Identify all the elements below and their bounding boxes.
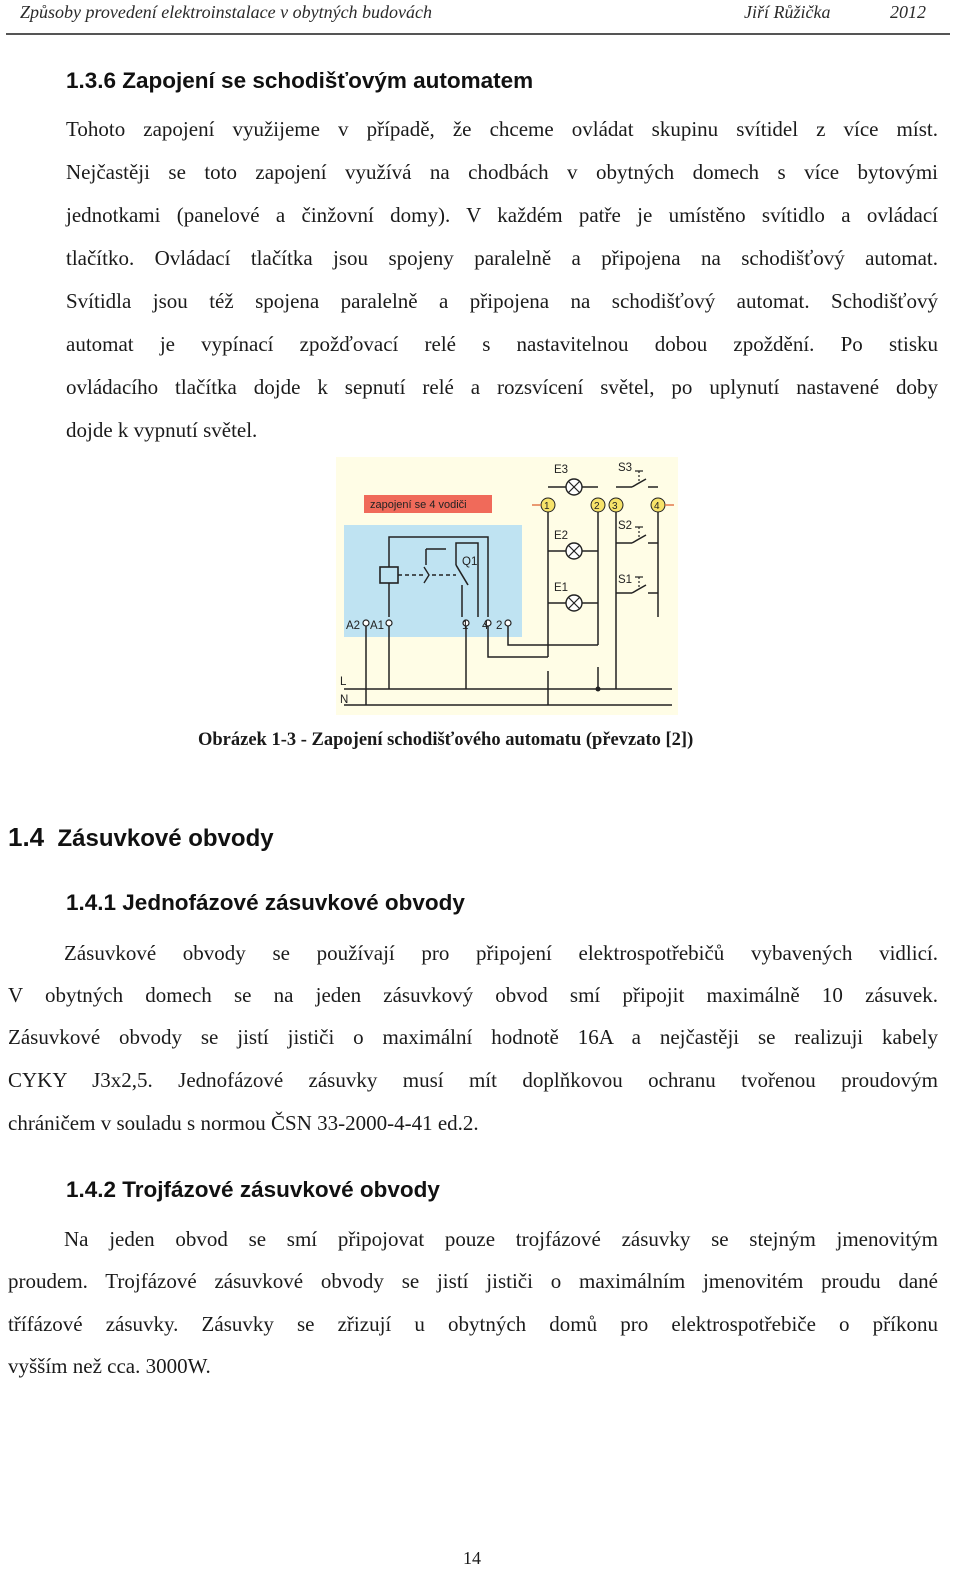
svg-text:S3: S3 (618, 462, 633, 474)
paragraph-line: chráničem v souladu s normou ČSN 33-2000-4-41 ed.2. (8, 1111, 479, 1135)
wire-number: 1 (544, 501, 550, 512)
paragraph-line: automat je vypínací zpožďovací relé s nastavitelnou dobou zpoždění. Po stisku (66, 332, 938, 356)
paragraph-line: třífázové zásuvky. Zásuvky se zřizují u obytných domů pro elektrospotřebiče o příkonu (8, 1312, 938, 1336)
paragraph-line: vyšším než cca. 3000W. (8, 1354, 211, 1378)
terminal-label: 1 (462, 620, 469, 632)
terminal-label: 2 (496, 620, 503, 632)
paragraph-line: Nejčastěji se toto zapojení využívá na chodbách v obytných domech s více bytovými (66, 160, 938, 184)
terminal-label: A2 (346, 620, 361, 632)
paragraph-line: V obytných domech se na jeden zásuvkový obvod smí připojit maximálně 10 zásuvek. (8, 983, 938, 1007)
switch-S1 (616, 574, 658, 593)
paragraph-line: proudem. Trojfázové zásuvkové obvody se jistí jističi o maximálním jmenovitém proudu dané (8, 1269, 938, 1293)
paragraph-line: Zásuvkové obvody se jistí jističi o maximální hodnotě 16A a nejčastěji se realizuji kabely (8, 1025, 938, 1049)
header-title: Způsoby provedení elektroinstalace v obytných budovách (20, 2, 433, 22)
section-heading-1-4 (8, 822, 274, 853)
paragraph-line: Tohoto zapojení využijeme v případě, že chceme ovládat skupinu svítidel z více míst. (66, 117, 938, 141)
svg-text:E2: E2 (554, 530, 569, 542)
relay-contact-label: Q1 (462, 556, 478, 568)
line-label-L: L (340, 676, 347, 688)
section-heading-1-3-6: 1.3.6 Zapojení se schodišťovým automatem (66, 68, 534, 93)
banner-label: zapojení se 4 vodiči (370, 499, 467, 511)
section-title: Zásuvkové obvody (57, 825, 274, 852)
page-number: 14 (463, 1548, 481, 1568)
svg-text:S1: S1 (618, 574, 633, 586)
line-label-N: N (340, 694, 349, 706)
lamp-E3 (548, 464, 598, 495)
header-rule (6, 33, 950, 35)
lamp-E2 (548, 530, 598, 559)
section-heading-1-4-2: 1.4.2 Trojfázové zásuvkové obvody (66, 1177, 440, 1202)
paragraph-line: CYKY J3x2,5. Jednofázové zásuvky musí mít doplňkovou ochranu tvořenou proudovým (8, 1068, 938, 1092)
switch-S3 (616, 462, 658, 487)
terminal-label: 4 (482, 620, 489, 632)
paragraph-line: Zásuvkové obvody se používají pro připojení elektrospotřebičů vybavených vidlicí. (64, 941, 938, 965)
section-heading-1-4-1: 1.4.1 Jednofázové zásuvkové obvody (66, 890, 465, 915)
paragraph-line: Na jeden obvod se smí připojovat pouze trojfázové zásuvky se stejným jmenovitým (64, 1227, 938, 1251)
wire-number: 4 (654, 501, 660, 512)
figure-caption: Obrázek 1-3 - Zapojení schodišťového automatu (převzato [2]) (198, 730, 694, 750)
svg-text:S2: S2 (618, 520, 633, 532)
paragraph-line: dojde k vypnutí světel. (66, 418, 258, 442)
paragraph-line: Svítidla jsou též spojena paralelně a připojena na schodišťový automat. Schodišťový (66, 289, 938, 313)
switch-S2 (616, 520, 658, 543)
terminal-label: A1 (370, 620, 385, 632)
wire-number: 2 (594, 501, 600, 512)
paragraph-line: jednotkami (panelové a činžovní domy). V každém patře je umístěno svítidlo a ovládací (66, 203, 938, 227)
header-year: 2012 (890, 2, 926, 22)
section-number: 1.4 (8, 822, 45, 852)
paragraph-line: tlačítko. Ovládací tlačítka jsou spojeny paralelně a připojena na schodišťový automat. (66, 246, 938, 270)
wire-number: 3 (612, 501, 618, 512)
svg-text:E3: E3 (554, 464, 569, 476)
paragraph-line: ovládacího tlačítka dojde k sepnutí relé a rozsvícení světel, po uplynutí nastavené doby (66, 375, 938, 399)
lamp-E1 (548, 582, 598, 611)
header-author: Jiří Růžička (744, 2, 831, 22)
svg-text:E1: E1 (554, 582, 569, 594)
staircase-timer-wiring-diagram (336, 457, 678, 715)
